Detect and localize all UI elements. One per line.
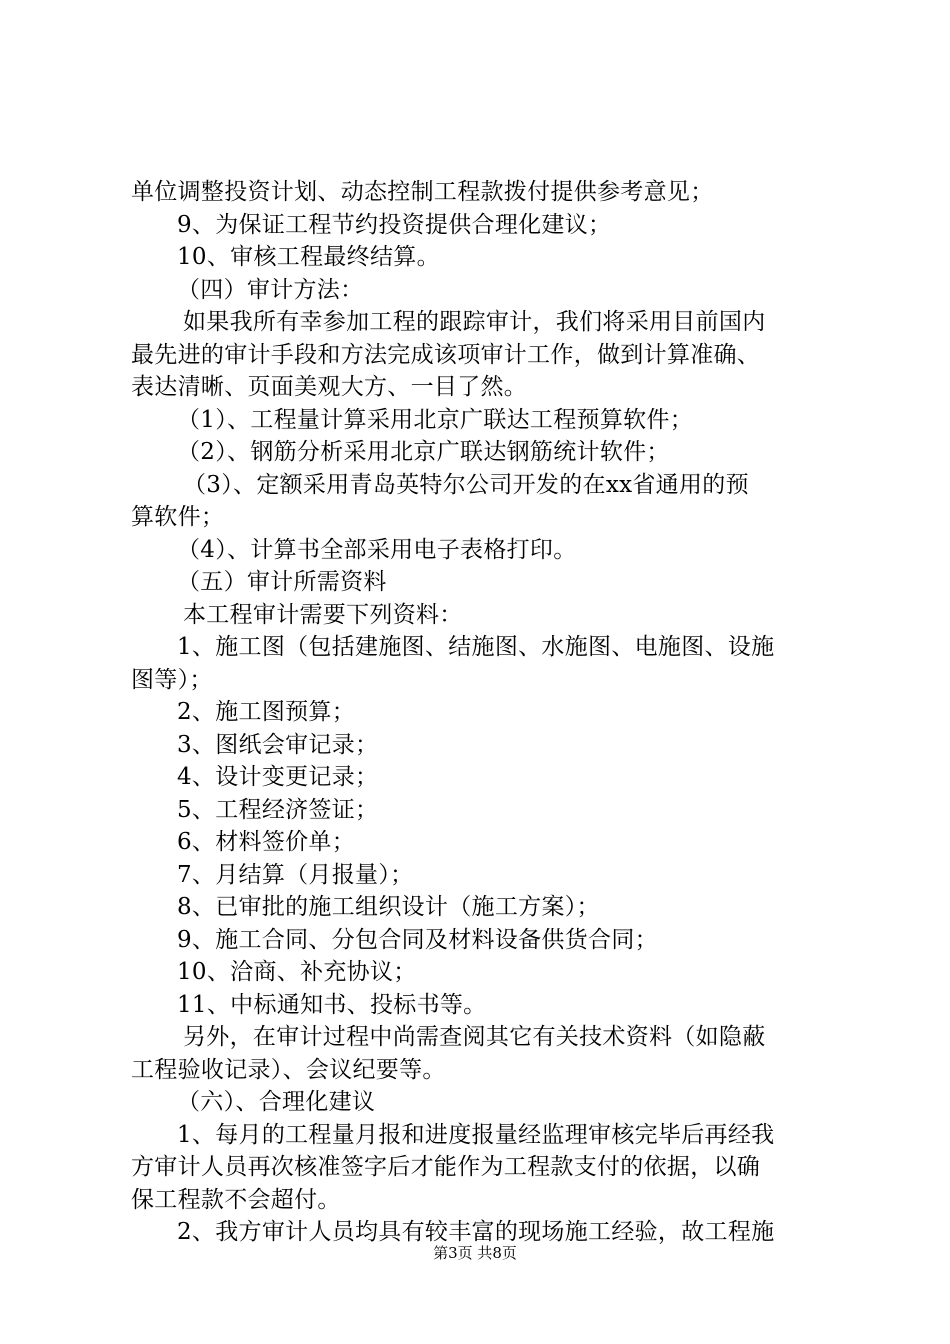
document-body — [131, 176, 831, 1249]
text-line: 另外，在审计过程中尚需查阅其它有关技术资料（如隐蔽 — [183, 1024, 766, 1050]
text-line: 9、施工合同、分包合同及材料设备供货合同； — [177, 926, 658, 953]
text-line: 6、材料签价单； — [177, 829, 356, 855]
text-line: 2、施工图预算； — [177, 699, 356, 725]
text-line: 如果我所有幸参加工程的跟踪审计，我们将采用目前国内 — [183, 309, 766, 335]
text-line: 算软件； — [131, 504, 225, 530]
text-line: （2）、钢筋分析采用北京广联达钢筋统计软件； — [177, 439, 670, 465]
text-line: 方审计人员再次核准签字后才能作为工程款支付的依据，以确 — [131, 1154, 761, 1180]
text-line: 1、每月的工程量月报和进度报量经监理审核完毕后再经我 — [177, 1121, 775, 1148]
text-line: 单位调整投资计划、动态控制工程款拨付提供参考意见； — [131, 179, 714, 205]
text-line: 3、图纸会审记录； — [177, 731, 379, 758]
text-line: 图等）； — [131, 666, 213, 693]
text-line: 9、为保证工程节约投资提供合理化建议； — [177, 211, 612, 238]
text-line: （1）、工程量计算采用北京广联达工程预算软件； — [177, 406, 694, 433]
text-line: 本工程审计需要下列资料： — [183, 601, 463, 628]
text-line: 10、审核工程最终结算。 — [177, 244, 440, 270]
text-line: 保工程款不会超付。 — [131, 1186, 341, 1213]
text-line: （4）、计算书全部采用电子表格打印。 — [177, 536, 577, 563]
text-line: 4、设计变更记录； — [177, 764, 379, 790]
text-line: 8、已审批的施工组织设计（施工方案）； — [177, 894, 600, 920]
page-footer: 第3页 共8页 — [433, 1244, 517, 1262]
text-line: 11、中标通知书、投标书等。 — [177, 991, 487, 1018]
text-line: 最先进的审计手段和方法完成该项审计工作，做到计算准确、 — [131, 341, 761, 368]
text-line: 工程验收记录）、会议纪要等。 — [131, 1056, 446, 1083]
text-line: （四）审计方法： — [177, 276, 364, 303]
text-line: 1、施工图（包括建施图、结施图、水施图、电施图、设施 — [177, 634, 775, 660]
text-line: 表达清晰、页面美观大方、一目了然。 — [131, 374, 528, 400]
text-line: （六）、合理化建议 — [177, 1089, 376, 1115]
text-line: 10、洽商、补充协议； — [177, 959, 417, 985]
text-line: 2、我方审计人员均具有较丰富的现场施工经验，故工程施 — [177, 1219, 775, 1245]
text-line: （五）审计所需资料 — [177, 569, 387, 595]
text-line: 5、工程经济签证； — [177, 796, 379, 823]
text-line: 7、月结算（月报量）； — [177, 861, 414, 888]
text-line: （3）、定额采用青岛英特尔公司开发的在xx省通用的预 — [183, 471, 749, 498]
